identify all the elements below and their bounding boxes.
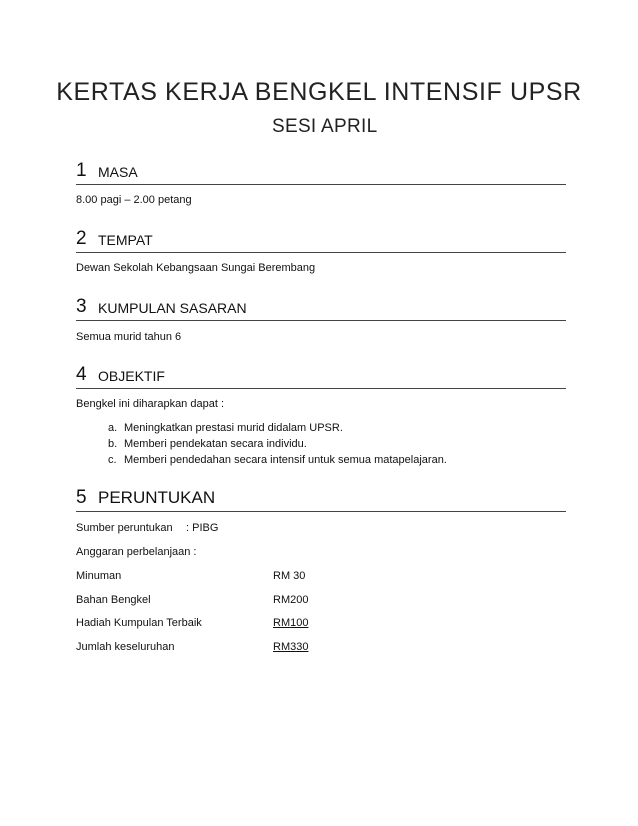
section-title: KUMPULAN SASARAN: [98, 300, 247, 316]
document-subtitle: SESI APRIL: [272, 116, 378, 137]
section-objektif-heading: [76, 364, 566, 389]
section-tempat-heading: [76, 228, 566, 253]
budget-item-label: Bahan Bengkel: [76, 594, 151, 606]
budget-item-label: Hadiah Kumpulan Terbaik: [76, 617, 202, 629]
list-marker: a.: [108, 422, 118, 434]
budget-label: Anggaran perbelanjaan :: [76, 546, 197, 558]
funding-source-label: Sumber peruntukan: [76, 522, 173, 534]
section-peruntukan-heading: [76, 484, 566, 512]
section-number: 3: [76, 296, 87, 317]
list-item: [108, 422, 343, 434]
section-title: PERUNTUKAN: [98, 488, 216, 507]
section-masa-heading: [76, 160, 566, 185]
section-masa-text: 8.00 pagi – 2.00 petang: [76, 194, 192, 206]
list-marker: c.: [108, 454, 117, 466]
list-item: [108, 438, 307, 450]
budget-item-label: Minuman: [76, 570, 122, 582]
budget-item-amount: RM 30: [273, 570, 306, 582]
section-sasaran-heading: [76, 296, 566, 321]
list-item: [108, 454, 447, 466]
list-marker: b.: [108, 438, 118, 450]
list-text: Memberi pendedahan secara intensif untuk semua matapelajaran.: [124, 454, 447, 466]
list-text: Meningkatkan prestasi murid didalam UPSR.: [124, 422, 343, 434]
section-title: TEMPAT: [98, 232, 153, 248]
section-sasaran-text: Semua murid tahun 6: [76, 331, 182, 343]
section-number: 5: [76, 487, 87, 508]
section-tempat-text: Dewan Sekolah Kebangsaan Sungai Berembang: [76, 262, 316, 274]
budget-total-label: Jumlah keseluruhan: [76, 641, 175, 653]
section-title: OBJEKTIF: [98, 368, 165, 384]
section-number: 2: [76, 228, 87, 249]
section-number: 4: [76, 364, 87, 385]
section-title: MASA: [98, 164, 138, 180]
budget-total-amount: RM330: [273, 641, 309, 653]
list-text: Memberi pendekatan secara individu.: [124, 438, 307, 450]
document-title: KERTAS KERJA BENGKEL INTENSIF UPSR: [56, 78, 582, 106]
funding-source-value: : PIBG: [186, 522, 219, 534]
budget-item-amount: RM100: [273, 617, 309, 629]
section-number: 1: [76, 160, 87, 181]
budget-item-amount: RM200: [273, 594, 309, 606]
section-objektif-text: Bengkel ini diharapkan dapat :: [76, 398, 224, 410]
